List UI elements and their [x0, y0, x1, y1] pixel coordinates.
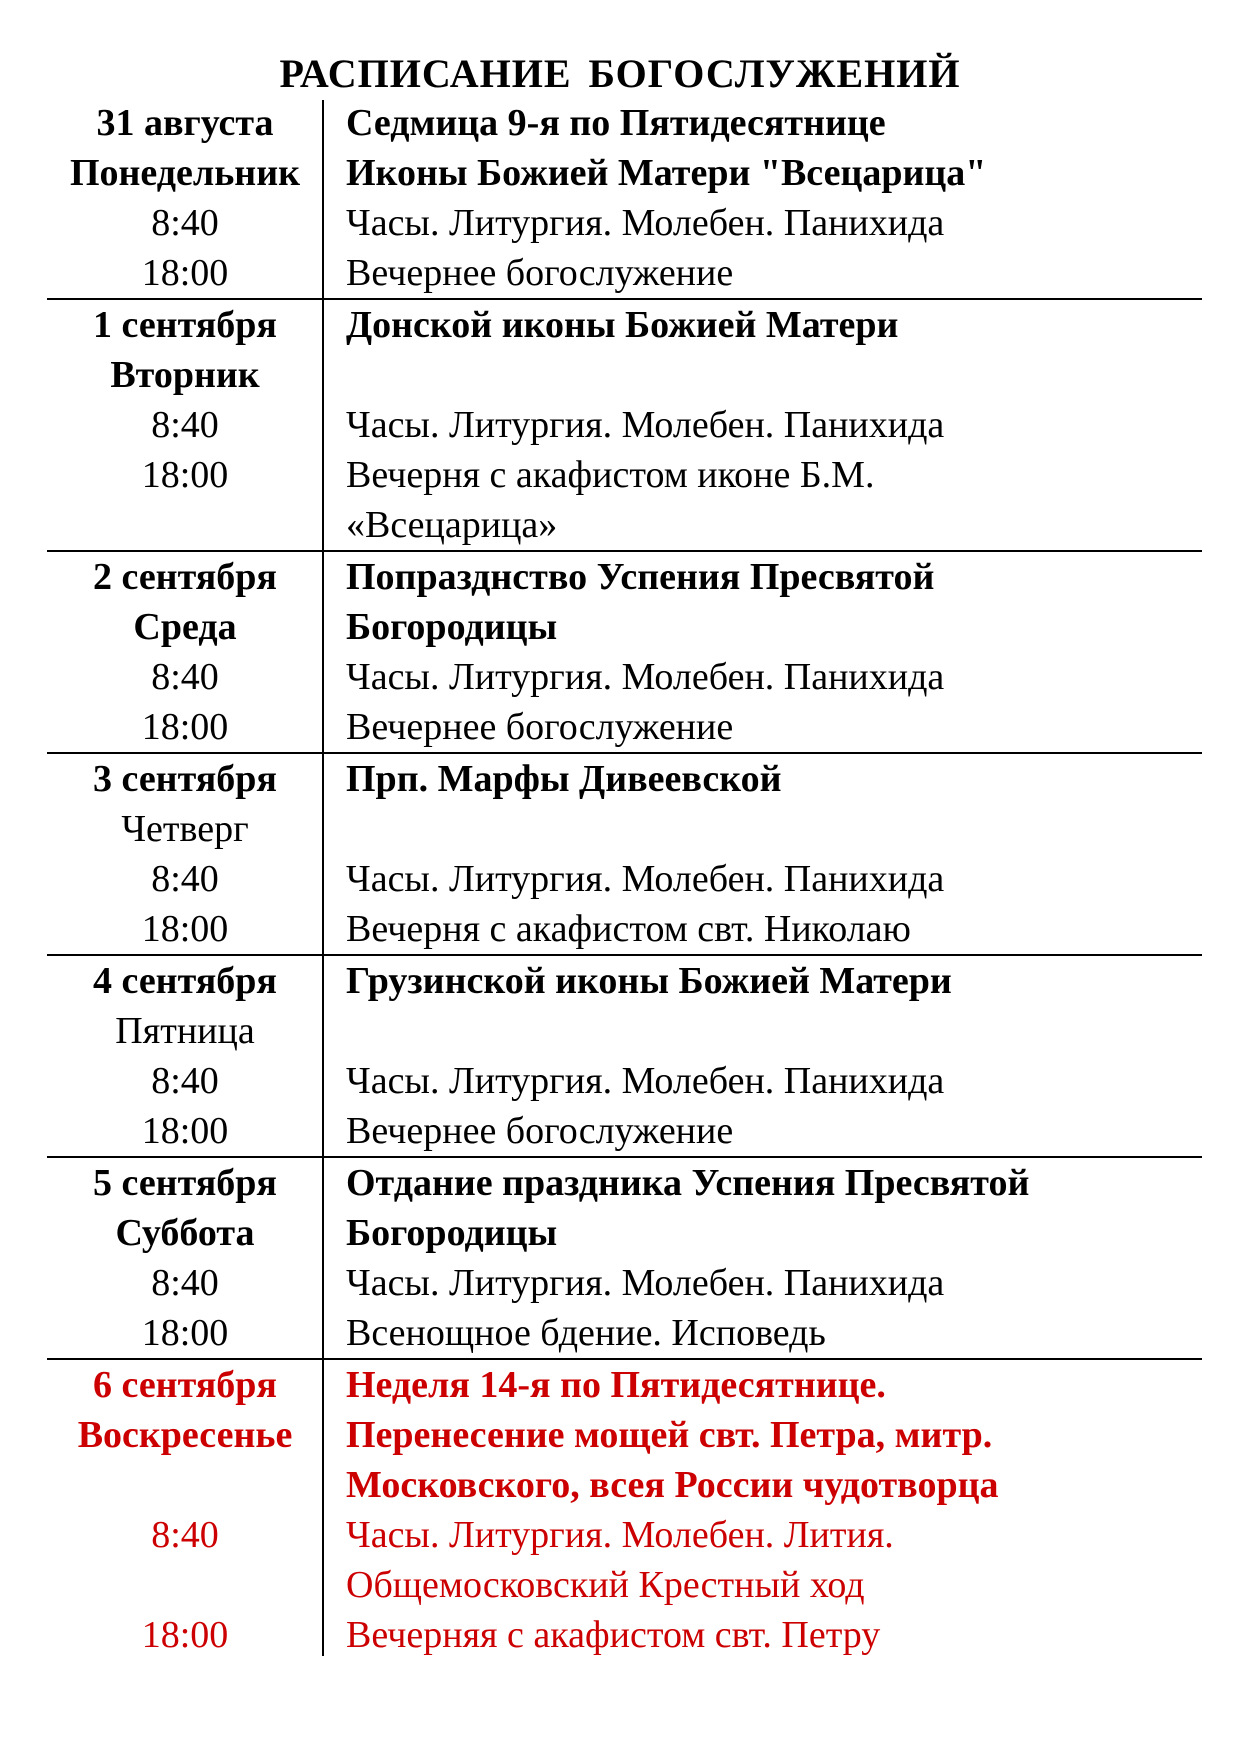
- day-row: [47, 754, 1202, 956]
- schedule-title: РАСПИСАНИЕ БОГОСЛУЖЕНИЙ: [279, 51, 961, 96]
- day-row: [47, 1158, 1202, 1360]
- service-text: Вечерняя с акафистом свт. Петру: [346, 1614, 881, 1656]
- schedule-table: [47, 98, 1202, 1660]
- service-column: [323, 98, 1202, 298]
- service-text: Общемосковский Крестный ход: [346, 1564, 865, 1606]
- day-row: [47, 300, 1202, 552]
- service-time: 18:00: [141, 908, 229, 950]
- service-text: Часы. Литургия. Молебен. Панихида: [346, 858, 945, 900]
- date-column: [47, 552, 323, 752]
- service-column: [323, 1158, 1202, 1358]
- spacer: [47, 1560, 323, 1610]
- day-row: [47, 1360, 1202, 1660]
- day-row: [47, 98, 1202, 300]
- date-label: 4 сентября: [92, 960, 277, 1002]
- feast-line: Богородицы: [346, 606, 558, 648]
- date-label: 5 сентября: [92, 1162, 277, 1204]
- service-time: 18:00: [141, 1312, 229, 1354]
- weekday-label: Пятница: [115, 1010, 255, 1052]
- feast-line: Неделя 14-я по Пятидесятнице.: [346, 1364, 886, 1406]
- service-time: 18:00: [141, 1614, 229, 1656]
- feast-line: [346, 804, 1202, 854]
- service-text: Вечерня с акафистом иконе Б.М.: [346, 454, 875, 496]
- date-label: 3 сентября: [92, 758, 277, 800]
- service-text: Вечерня с акафистом свт. Николаю: [346, 908, 911, 950]
- weekday-label: Понедельник: [69, 152, 300, 194]
- feast-line: Донской иконы Божией Матери: [346, 304, 899, 346]
- feast-line: Прп. Марфы Дивеевской: [346, 758, 782, 800]
- service-text: Часы. Литургия. Молебен. Лития.: [346, 1514, 894, 1556]
- weekday-label: Среда: [133, 606, 237, 648]
- service-text: Часы. Литургия. Молебен. Панихида: [346, 656, 945, 698]
- feast-line: Грузинской иконы Божией Матери: [346, 960, 952, 1002]
- weekday-label: Суббота: [115, 1212, 255, 1254]
- service-time: 8:40: [151, 1514, 219, 1556]
- service-text: Вечернее богослужение: [346, 706, 734, 748]
- date-label: 6 сентября: [92, 1364, 277, 1406]
- service-time: 8:40: [151, 1262, 219, 1304]
- service-time: 8:40: [151, 404, 219, 446]
- service-text: Часы. Литургия. Молебен. Панихида: [346, 1262, 945, 1304]
- feast-line: Московского, всея России чудотворца: [346, 1464, 999, 1506]
- service-time: 18:00: [141, 1110, 229, 1152]
- weekday-label: Воскресенье: [77, 1414, 293, 1456]
- service-time: 18:00: [141, 706, 229, 748]
- date-label: 1 сентября: [92, 304, 277, 346]
- service-time: 8:40: [151, 858, 219, 900]
- date-column: [47, 1360, 323, 1660]
- feast-line: Седмица 9-я по Пятидесятнице: [346, 102, 886, 144]
- service-text: Вечернее богослужение: [346, 252, 734, 294]
- date-label: 31 августа: [96, 102, 274, 144]
- weekday-label: Четверг: [121, 808, 249, 850]
- spacer: [47, 1460, 323, 1510]
- service-text: Часы. Литургия. Молебен. Панихида: [346, 1060, 945, 1102]
- date-column: [47, 98, 323, 298]
- service-time: 8:40: [151, 656, 219, 698]
- service-text: Всенощное бдение. Исповедь: [346, 1312, 826, 1354]
- service-column: [323, 552, 1202, 752]
- service-column: [323, 956, 1202, 1156]
- service-time: 18:00: [141, 252, 229, 294]
- feast-line: [346, 350, 1202, 400]
- feast-line: Перенесение мощей свт. Петра, митр.: [346, 1414, 993, 1456]
- date-label: 2 сентября: [92, 556, 277, 598]
- day-row: [47, 552, 1202, 754]
- date-column: [47, 1158, 323, 1358]
- weekday-label: Вторник: [110, 354, 260, 396]
- feast-line: Попразднство Успения Пресвятой: [346, 556, 935, 598]
- service-time: 18:00: [141, 454, 229, 496]
- service-time: 8:40: [151, 202, 219, 244]
- date-column: [47, 956, 323, 1156]
- date-column: [47, 754, 323, 954]
- service-column: [323, 300, 1202, 550]
- feast-line: [346, 1006, 1202, 1056]
- service-text: Часы. Литургия. Молебен. Панихида: [346, 404, 945, 446]
- service-text: Часы. Литургия. Молебен. Панихида: [346, 202, 945, 244]
- spacer: [47, 500, 323, 550]
- day-row: [47, 956, 1202, 1158]
- service-column: [323, 754, 1202, 954]
- date-column: [47, 300, 323, 550]
- service-text: Вечернее богослужение: [346, 1110, 734, 1152]
- feast-line: Отдание праздника Успения Пресвятой: [346, 1162, 1030, 1204]
- service-time: 8:40: [151, 1060, 219, 1102]
- service-text: «Всецарица»: [346, 504, 558, 546]
- feast-line: Богородицы: [346, 1212, 558, 1254]
- service-column: [323, 1360, 1202, 1660]
- feast-line: Иконы Божией Матери "Всецарица": [346, 152, 987, 194]
